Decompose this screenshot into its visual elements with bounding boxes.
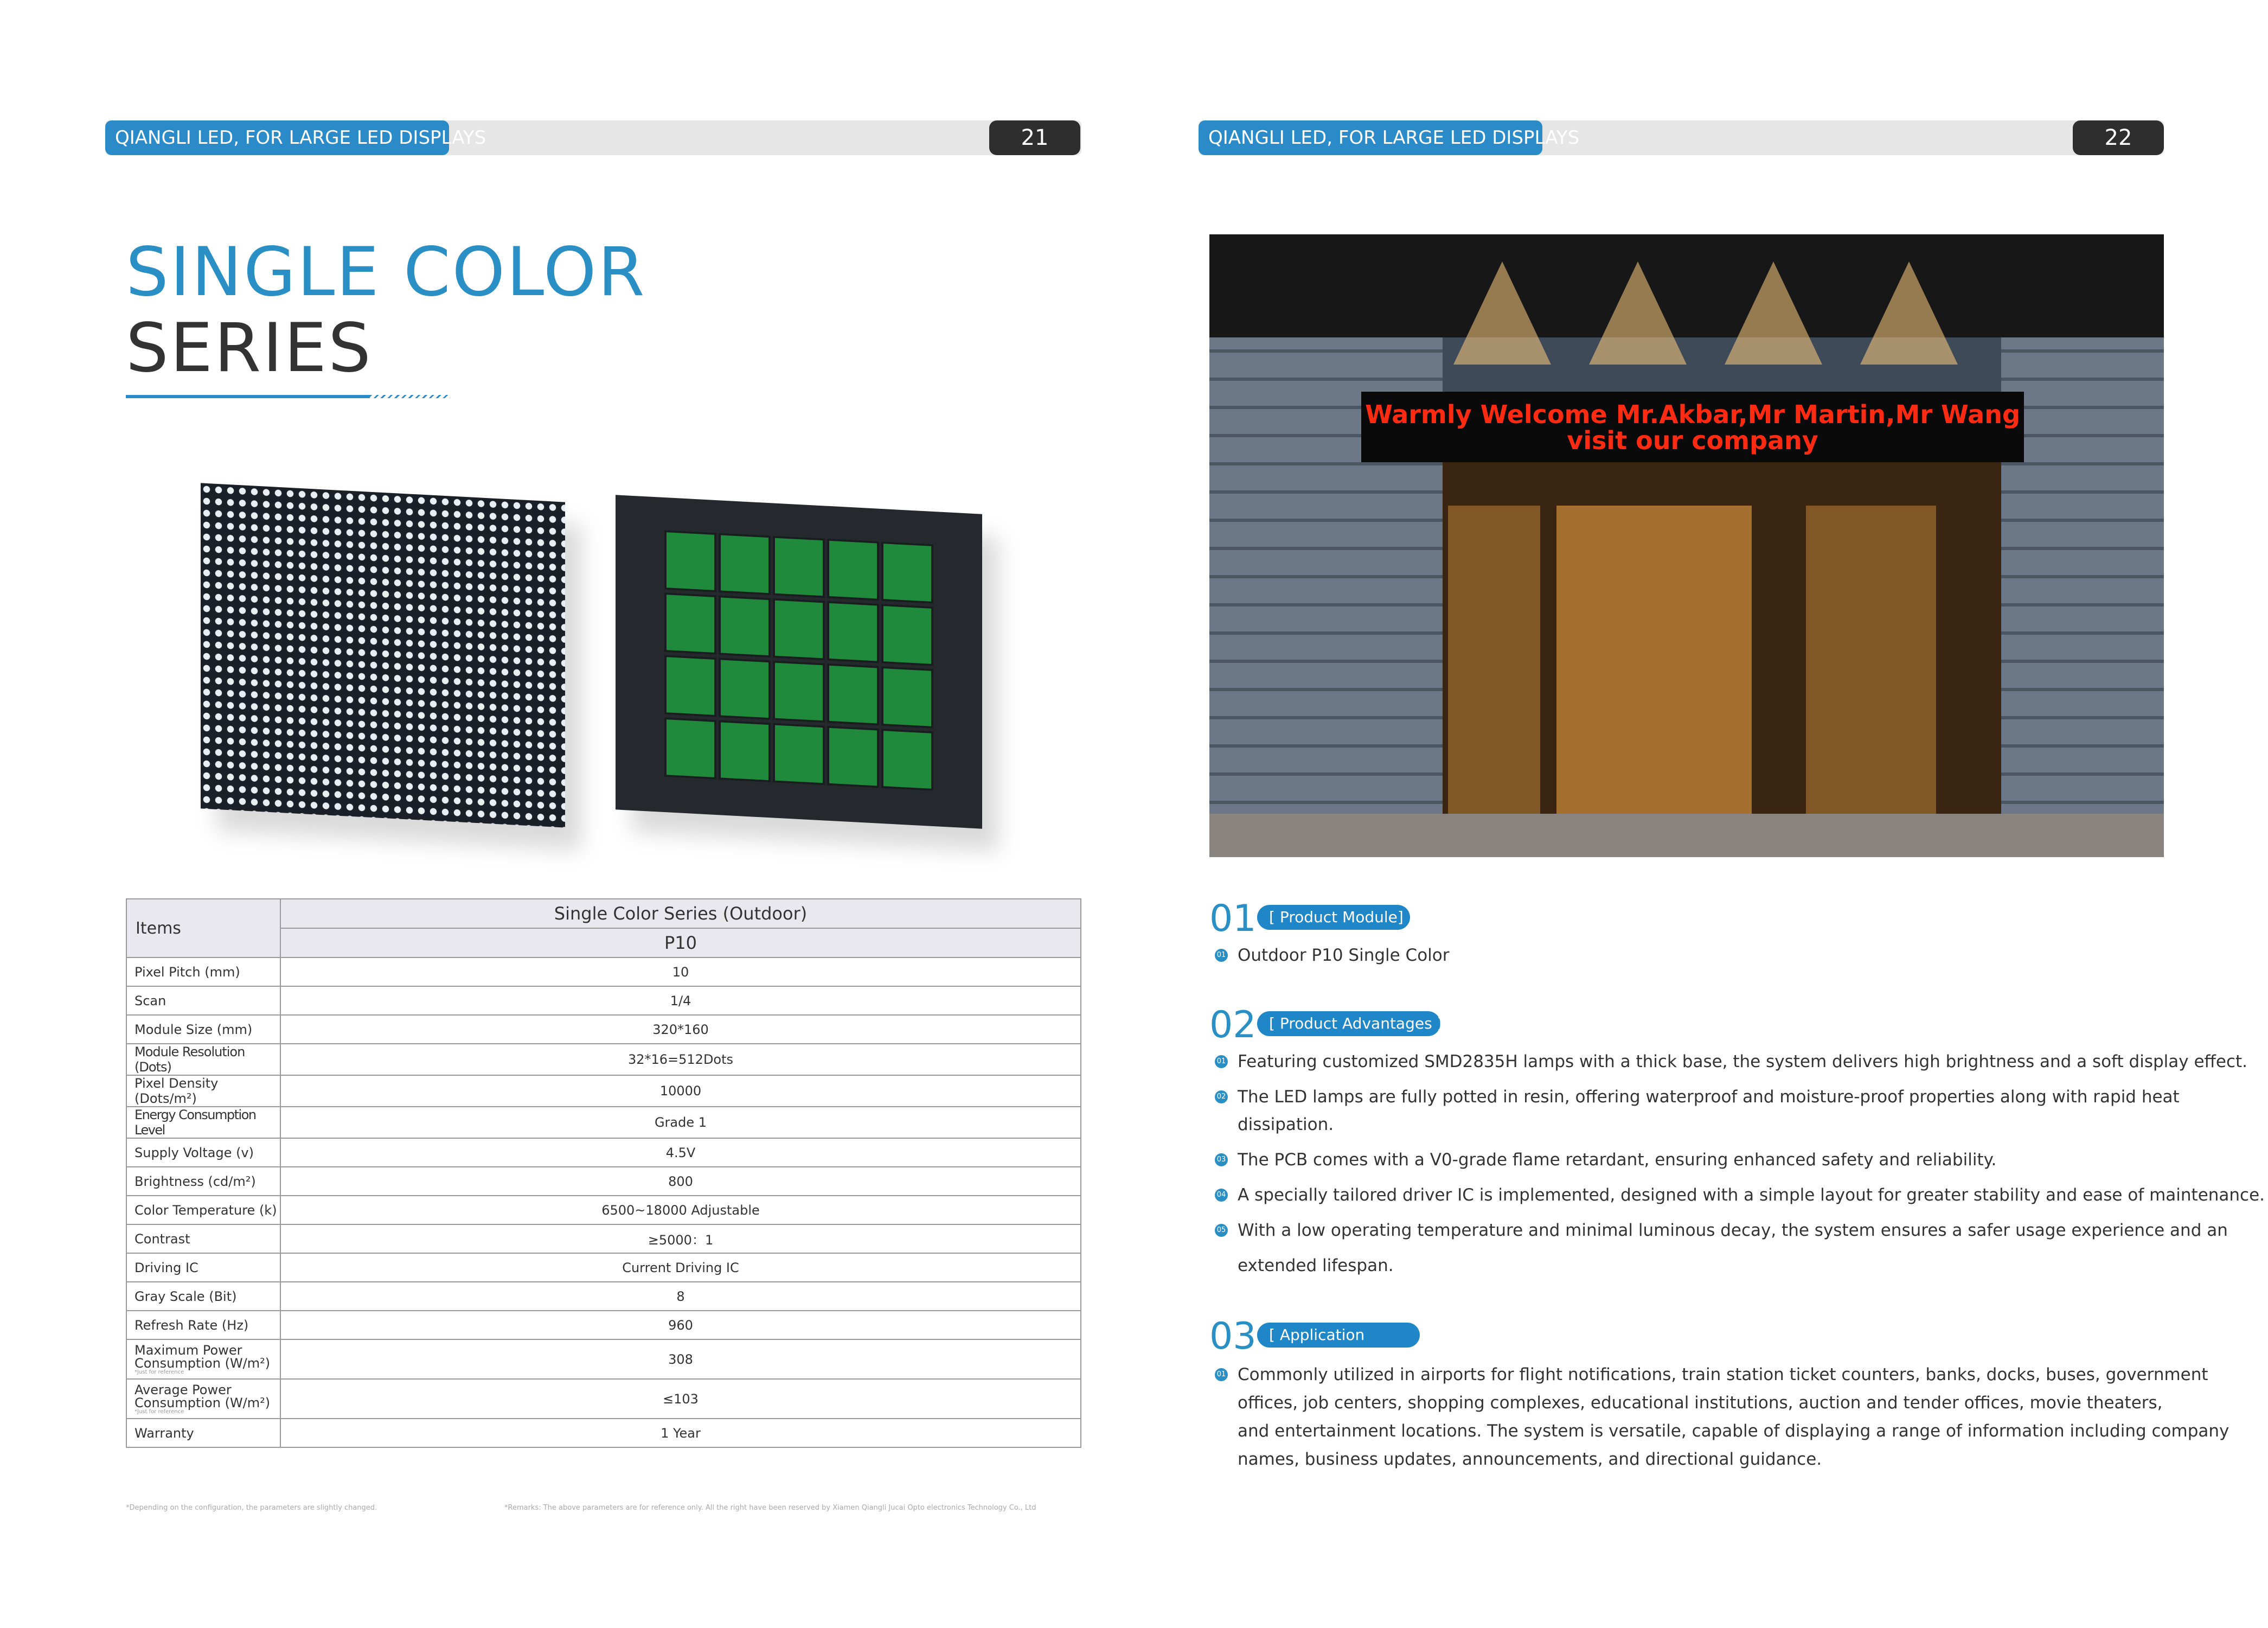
pcb-tile (719, 533, 771, 595)
section-label: [ Application (1257, 1323, 1420, 1348)
bullet-number: 04 (1215, 1189, 1228, 1202)
footnote-left: *Depending on the configuration, the parameters are slightly changed. (126, 1504, 377, 1512)
section-text: dissipation. (1238, 1115, 1334, 1134)
page-number-left: 21 (989, 120, 1080, 155)
table-row (126, 1282, 1081, 1311)
row-label: Module Resolution (Dots) (126, 1044, 280, 1075)
model-header: P10 (280, 928, 1081, 957)
row-label: Gray Scale (Bit) (126, 1282, 280, 1311)
table-row (126, 1419, 1081, 1447)
row-label: Driving IC (126, 1253, 280, 1282)
led-sign-line2: visit our company (1567, 426, 1818, 455)
pcb-tile (881, 666, 933, 729)
table-row (126, 1253, 1081, 1282)
brand-tag-right: QIANGLI LED, FOR LARGE LED DISPLAYS (1199, 120, 1542, 155)
pcb-tile (719, 657, 771, 720)
footnote-right: *Remarks: The above parameters are for reference only. All the right have been reserved by Xiamen Qiangli Jucai Opto electronics Technology Co., Ltd (504, 1504, 1036, 1512)
page-number-right: 22 (2073, 120, 2164, 155)
bullet-number: 05 (1215, 1224, 1228, 1237)
row-value: 320*160 (280, 1015, 1081, 1044)
section-text: A specially tailored driver IC is implemented, designed with a simple layout for greater stability and ease of maintenance. (1238, 1185, 2265, 1205)
row-label: Average Power Consumption (W/m²) (134, 1382, 271, 1410)
row-label: Warranty (126, 1419, 280, 1447)
pcb-tile (719, 720, 771, 782)
side-door-right (1806, 506, 1936, 815)
light-cone (1589, 261, 1687, 365)
pcb-tile (827, 726, 879, 788)
table-row (126, 1138, 1081, 1167)
items-header: Items (126, 899, 280, 957)
pcb-tile (664, 530, 716, 592)
section-label: [ Product Module] (1257, 905, 1410, 930)
pcb-tile (664, 655, 716, 717)
row-label: Energy Consumption Level (126, 1107, 280, 1138)
spec-table (126, 898, 1081, 1448)
row-label: Maximum Power Consumption (W/m²) (134, 1342, 271, 1371)
pcb-tile (664, 717, 716, 780)
row-note: *Just for reference (134, 1408, 184, 1415)
table-row (126, 1044, 1081, 1075)
row-value: 960 (280, 1311, 1081, 1339)
section-label: [ Product Advantages ] (1257, 1011, 1440, 1036)
bullet-number: 02 (1215, 1090, 1228, 1103)
section-text: names, business updates, announcements, and directional guidance. (1238, 1450, 1822, 1469)
row-note: *Just for reference (134, 1369, 184, 1375)
section-text: The PCB comes with a V0-grade flame retardant, ensuring enhanced safety and reliability. (1238, 1150, 1997, 1170)
row-label: Module Size (mm) (126, 1015, 280, 1044)
stone-wall-right (2001, 337, 2164, 857)
pcb-tile (719, 595, 771, 657)
led-module-front-image (201, 483, 565, 827)
table-row (126, 1311, 1081, 1339)
pcb-tile (664, 592, 716, 655)
section-text: Commonly utilized in airports for flight notifications, train station ticket counters, banks, docks, buses, government (1238, 1365, 2208, 1384)
title-underline (126, 395, 370, 398)
section-text: and entertainment locations. The system is versatile, capable of displaying a range of information including company (1238, 1421, 2229, 1441)
table-row (126, 1339, 1081, 1379)
side-door-left (1448, 506, 1540, 815)
table-row (126, 1107, 1081, 1138)
section-text: offices, job centers, shopping complexes, educational institutions, auction and tender offices, movie theaters, (1238, 1393, 2163, 1413)
brand-tag-left: QIANGLI LED, FOR LARGE LED DISPLAYS (105, 120, 449, 155)
entrance-photo (1209, 234, 2164, 857)
pcb-tile (773, 660, 825, 723)
bullet-number: 03 (1215, 1153, 1228, 1166)
bullet-number: 01 (1215, 949, 1228, 962)
row-value: 10000 (280, 1075, 1081, 1107)
table-row (126, 1196, 1081, 1224)
row-value: 4.5V (280, 1138, 1081, 1167)
pcb-tile (773, 535, 825, 598)
light-cone (1725, 261, 1822, 365)
series-title-line2: SERIES (126, 309, 373, 387)
title-underline-hatch (370, 395, 450, 398)
section-number: 01 (1209, 897, 1257, 940)
pcb-tile (881, 541, 933, 604)
row-value: 8 (280, 1282, 1081, 1311)
table-row (126, 1167, 1081, 1196)
pcb-tile (773, 598, 825, 660)
row-value: 1/4 (280, 986, 1081, 1015)
pcb-tile (827, 601, 879, 663)
row-label-cell (126, 1339, 280, 1379)
row-label: Refresh Rate (Hz) (126, 1311, 280, 1339)
row-label: Brightness (cd/m²) (126, 1167, 280, 1196)
canopy-ceiling (1209, 234, 2164, 337)
table-row (126, 1224, 1081, 1253)
section-number: 03 (1209, 1315, 1257, 1358)
row-label: Pixel Pitch (mm) (126, 957, 280, 986)
table-row (126, 986, 1081, 1015)
row-label: Supply Voltage (v) (126, 1138, 280, 1167)
bullet-number: 01 (1215, 1368, 1228, 1381)
row-value: Grade 1 (280, 1107, 1081, 1138)
table-row (126, 1015, 1081, 1044)
table-row (126, 957, 1081, 986)
section-text: extended lifespan. (1238, 1256, 1394, 1275)
row-value: 308 (280, 1339, 1081, 1379)
row-value: Current Driving IC (280, 1253, 1081, 1282)
led-module-back-image (616, 495, 982, 828)
pcb-tile (773, 723, 825, 785)
series-title-line1: SINGLE COLOR (126, 233, 646, 311)
row-value: ≥5000：1 (280, 1224, 1081, 1253)
pcb-tile (881, 729, 933, 791)
light-cone (1860, 261, 1958, 365)
series-header: Single Color Series (Outdoor) (280, 899, 1081, 928)
row-label: Color Temperature (k) (126, 1196, 280, 1224)
row-value: 6500~18000 Adjustable (280, 1196, 1081, 1224)
pcb-tile (827, 663, 879, 726)
section-text: Featuring customized SMD2835H lamps with a thick base, the system delivers high brightness and a soft display effect. (1238, 1052, 2248, 1071)
row-label: Pixel Density (Dots/m²) (126, 1075, 280, 1107)
led-sign (1361, 392, 2024, 462)
row-label: Scan (126, 986, 280, 1015)
revolving-door (1556, 506, 1752, 815)
row-value: 10 (280, 957, 1081, 986)
floor (1209, 814, 2164, 857)
led-sign-line1: Warmly Welcome Mr.Akbar,Mr Martin,Mr Wang (1365, 400, 2020, 429)
section-text: Outdoor P10 Single Color (1238, 946, 1450, 965)
row-value: ≤103 (280, 1379, 1081, 1419)
pcb-tile (881, 604, 933, 666)
bullet-number: 01 (1215, 1055, 1228, 1068)
table-row (126, 1075, 1081, 1107)
row-value: 32*16=512Dots (280, 1044, 1081, 1075)
table-row (126, 1379, 1081, 1419)
row-value: 1 Year (280, 1419, 1081, 1447)
row-label: Contrast (126, 1224, 280, 1253)
section-text: With a low operating temperature and minimal luminous decay, the system ensures a safer usage experience and an (1238, 1221, 2228, 1240)
row-label-cell (126, 1379, 280, 1419)
pcb-tile (827, 539, 879, 601)
section-number: 02 (1209, 1004, 1257, 1046)
section-text: The LED lamps are fully potted in resin, offering waterproof and moisture-proof properties along with rapid heat (1238, 1087, 2180, 1107)
light-cone (1453, 261, 1551, 365)
row-value: 800 (280, 1167, 1081, 1196)
